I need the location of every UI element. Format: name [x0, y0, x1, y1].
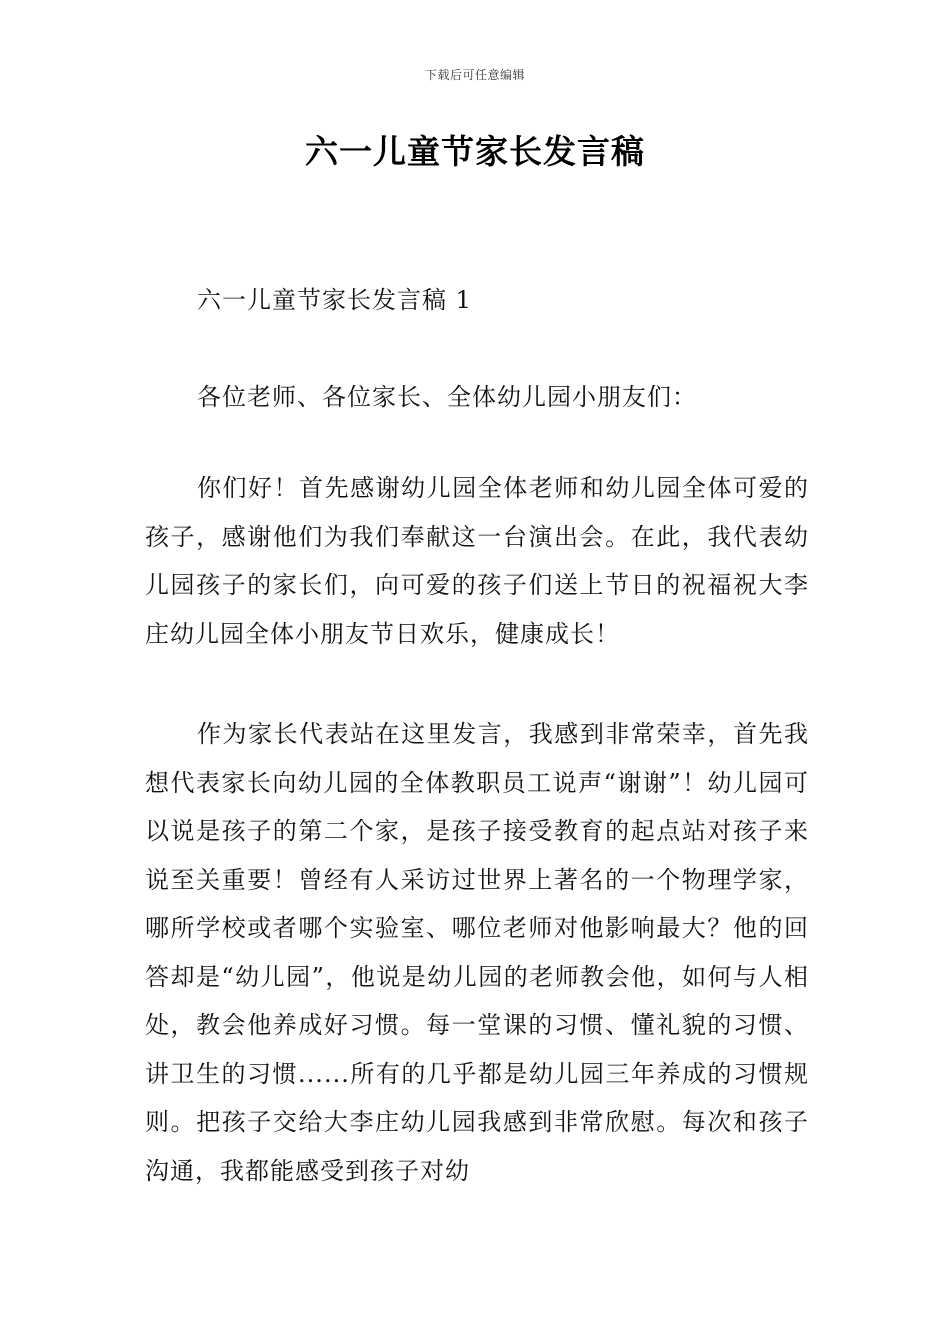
header-note: 下载后可任意编辑	[424, 68, 525, 82]
paragraph-2: 作为家长代表站在这里发言，我感到非常荣幸，首先我想代表家长向幼儿园的全体教职员工说声“谢谢”！幼儿园可以说是孩子的第二个家，是孩子接受教育的起点站对孩子来说至关重要！曾经有人采访过世界上著名的一个物理学家，哪所学校或者哪个实验室、哪位老师对他影响最大？他的回答却是“幼儿园”，他说是幼儿园的老师教会他，如何与人相处，教会他养成好习惯。每一堂课的习惯、懂礼貌的习惯、讲卫生的习惯......所有的几乎都是幼儿园三年养成的习惯规则。把孩子交给大李庄幼儿园我感到非常欣慰。每次和孩子沟通，我都能感受到孩子对幼	[145, 720, 809, 1185]
document-body	[145, 276, 809, 1195]
document-title: 六一儿童节家长发言稿	[305, 132, 645, 171]
section-subheading: 六一儿童节家长发言稿 1	[197, 286, 472, 314]
paragraph-1: 你们好！首先感谢幼儿园全体老师和幼儿园全体可爱的孩子，感谢他们为我们奉献这一台演出会。在此，我代表幼儿园孩子的家长们，向可爱的孩子们送上节日的祝福祝大李庄幼儿园全体小朋友节日欢乐，健康成长！	[145, 474, 809, 648]
greeting-line: 各位老师、各位家长、全体幼儿园小朋友们：	[197, 382, 697, 411]
